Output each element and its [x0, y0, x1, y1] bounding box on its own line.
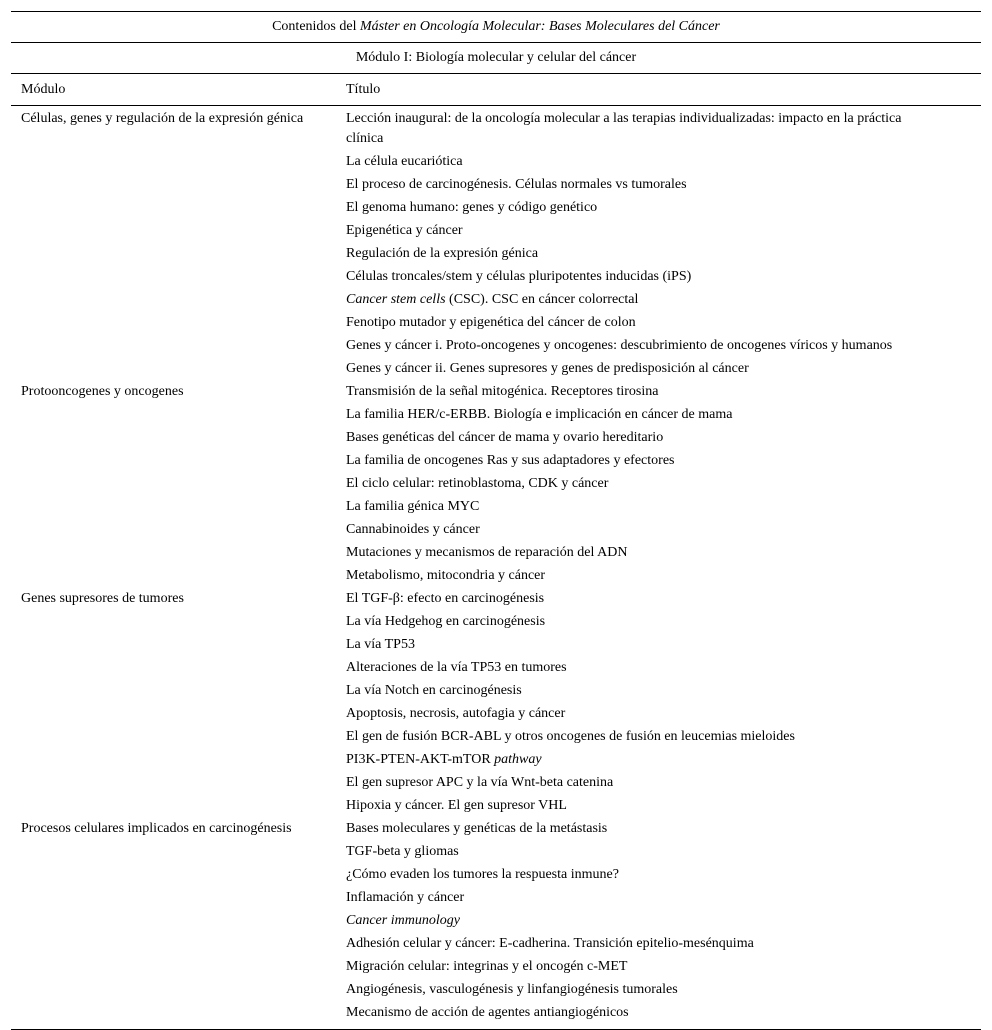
- title-cell: [346, 1002, 981, 1025]
- table-row: [11, 108, 981, 151]
- table-row: [11, 818, 981, 841]
- table-row: [11, 910, 981, 933]
- module-cell: [11, 657, 346, 680]
- title-cell: [346, 289, 981, 312]
- module-cell: [11, 496, 346, 519]
- title-cell: [346, 611, 981, 634]
- module-cell: [11, 956, 346, 979]
- title-italic-text: pathway: [494, 752, 542, 767]
- title-text: Inflamación y cáncer: [346, 890, 465, 905]
- table-row: [11, 979, 981, 1002]
- title-text: La familia génica MYC: [346, 499, 480, 514]
- title-cell: [346, 312, 981, 335]
- module-cell: [11, 703, 346, 726]
- table-row: [11, 381, 981, 404]
- table-row: [11, 266, 981, 289]
- title-text: Hipoxia y cáncer. El gen supresor VHL: [346, 798, 567, 813]
- title-text: Bases genéticas del cáncer de mama y ovario hereditario: [346, 430, 664, 445]
- module-cell: [11, 887, 346, 910]
- title-cell: [346, 197, 981, 220]
- module-cell: [11, 427, 346, 450]
- title-cell: [346, 473, 981, 496]
- title-cell: [346, 381, 981, 404]
- module-cell: [11, 979, 346, 1002]
- module-cell: [11, 197, 346, 220]
- module-cell: [11, 151, 346, 174]
- module-cell: [11, 243, 346, 266]
- title-text: Migración celular: integrinas y el oncogén c-MET: [346, 959, 628, 974]
- title-text: El gen supresor APC y la vía Wnt-beta catenina: [346, 775, 614, 790]
- module-cell: Procesos celulares implicados en carcinogénesis: [21, 821, 292, 836]
- title-cell: [346, 634, 981, 657]
- table-row: [11, 335, 981, 358]
- title-cell: [346, 542, 981, 565]
- table-row: [11, 887, 981, 910]
- module-cell: [11, 565, 346, 588]
- module-cell: [11, 312, 346, 335]
- table-row: [11, 726, 981, 749]
- module-cell: [11, 611, 346, 634]
- module-cell: [11, 473, 346, 496]
- table-row: [11, 174, 981, 197]
- table-row: [11, 588, 981, 611]
- title-text: PI3K-PTEN-AKT-mTOR: [346, 752, 495, 767]
- title-text: La familia HER/c-ERBB. Biología e implicación en cáncer de mama: [346, 407, 733, 422]
- header-title: Título: [346, 82, 381, 97]
- title-text: Regulación de la expresión génica: [346, 246, 539, 261]
- title-cell: [346, 818, 981, 841]
- title-text: Cannabinoides y cáncer: [346, 522, 480, 537]
- contents-table: [11, 108, 981, 1025]
- table-row: [11, 151, 981, 174]
- table-body: [11, 108, 981, 1025]
- title-cell: [346, 335, 981, 358]
- module-cell: [11, 795, 346, 818]
- title-cell: [346, 772, 981, 795]
- module-cell: [11, 680, 346, 703]
- title-cell: [346, 749, 981, 772]
- module-cell: Protooncogenes y oncogenes: [21, 384, 184, 399]
- title-text: La familia de oncogenes Ras y sus adaptadores y efectores: [346, 453, 675, 468]
- title-text: Epigenética y cáncer: [346, 223, 463, 238]
- table-row: [11, 1002, 981, 1025]
- title-text: Metabolismo, mitocondria y cáncer: [346, 568, 546, 583]
- header-module: Módulo: [21, 82, 66, 97]
- table-row: [11, 956, 981, 979]
- table-row: [11, 427, 981, 450]
- title-cell: [346, 565, 981, 588]
- title-cell: [346, 496, 981, 519]
- table-row: [11, 565, 981, 588]
- contents-table-container: [11, 11, 981, 1030]
- table-row: [11, 243, 981, 266]
- title-cell: [346, 266, 981, 289]
- title-text: Mutaciones y mecanismos de reparación del ADN: [346, 545, 628, 560]
- title-cell: [346, 841, 981, 864]
- module-cell: [11, 841, 346, 864]
- title-cell: [346, 979, 981, 1002]
- table-row: [11, 289, 981, 312]
- title-cell: [346, 174, 981, 197]
- title-cell: [346, 864, 981, 887]
- title-text: Bases moleculares y genéticas de la metástasis: [346, 821, 608, 836]
- title-text: Fenotipo mutador y epigenética del cáncer de colon: [346, 315, 636, 330]
- title-cell: [346, 680, 981, 703]
- module-cell: [11, 289, 346, 312]
- module-cell: [11, 519, 346, 542]
- title-text: Angiogénesis, vasculogénesis y linfangiogénesis tumorales: [346, 982, 678, 997]
- title-text: Alteraciones de la vía TP53 en tumores: [346, 660, 567, 675]
- title-text: El gen de fusión BCR-ABL y otros oncogenes de fusión en leucemias mieloides: [346, 729, 795, 744]
- title-text: El TGF-β: efecto en carcinogénesis: [346, 591, 545, 606]
- title-cell: [346, 588, 981, 611]
- table-row: [11, 703, 981, 726]
- module-cell: Genes supresores de tumores: [21, 591, 184, 606]
- module-cell: [11, 772, 346, 795]
- title-text: El ciclo celular: retinoblastoma, CDK y cáncer: [346, 476, 609, 491]
- title-text: Adhesión celular y cáncer: E-cadherina. Transición epitelio-mesénquima: [346, 936, 754, 951]
- title-text: La vía Notch en carcinogénesis: [346, 683, 522, 698]
- table-row: [11, 933, 981, 956]
- table-row: [11, 611, 981, 634]
- table-row: [11, 864, 981, 887]
- module-cell: [11, 1002, 346, 1025]
- title-cell: [346, 933, 981, 956]
- table-row: [11, 841, 981, 864]
- title-cell: [346, 726, 981, 749]
- table-row: [11, 657, 981, 680]
- title-text: Lección inaugural: de la oncología molecular a las terapias individualizadas: impacto en la práctica clínica: [346, 111, 902, 146]
- title-text: El proceso de carcinogénesis. Células normales vs tumorales: [346, 177, 687, 192]
- title-text: Genes y cáncer ii. Genes supresores y genes de predisposición al cáncer: [346, 361, 749, 376]
- module-cell: Células, genes y regulación de la expresión génica: [21, 111, 304, 126]
- table-row: [11, 358, 981, 381]
- module-cell: [11, 910, 346, 933]
- title-text: ¿Cómo evaden los tumores la respuesta inmune?: [346, 867, 619, 882]
- caption-prefix: Contenidos del: [272, 19, 360, 34]
- module-cell: [11, 404, 346, 427]
- title-cell: [346, 358, 981, 381]
- caption-italic-title: Máster en Oncología Molecular: Bases Moleculares del Cáncer: [359, 19, 720, 34]
- module-cell: [11, 450, 346, 473]
- module-cell: [11, 726, 346, 749]
- title-cell: [346, 404, 981, 427]
- table-row: [11, 519, 981, 542]
- title-italic-text: Cancer stem cells: [346, 292, 446, 307]
- module-cell: [11, 749, 346, 772]
- title-cell: [346, 703, 981, 726]
- title-cell: [346, 220, 981, 243]
- module-cell: [11, 335, 346, 358]
- title-text-suffix: (CSC). CSC en cáncer colorrectal: [445, 292, 639, 307]
- table-row: [11, 450, 981, 473]
- table-row: [11, 404, 981, 427]
- title-text: Células troncales/stem y células pluripotentes inducidas (iPS): [346, 269, 692, 284]
- title-cell: [346, 519, 981, 542]
- table-header: [11, 74, 981, 106]
- table-row: [11, 473, 981, 496]
- title-text: El genoma humano: genes y código genético: [346, 200, 598, 215]
- title-text: La vía TP53: [346, 637, 415, 652]
- table-row: [11, 496, 981, 519]
- table-row: [11, 795, 981, 818]
- title-cell: [346, 427, 981, 450]
- module-cell: [11, 542, 346, 565]
- title-cell: [346, 151, 981, 174]
- table-row: [11, 772, 981, 795]
- module-cell: [11, 634, 346, 657]
- title-cell: [346, 795, 981, 818]
- section-title: Módulo I: Biología molecular y celular del cáncer: [11, 43, 981, 74]
- title-text: La célula eucariótica: [346, 154, 463, 169]
- table-row: [11, 312, 981, 335]
- module-cell: [11, 358, 346, 381]
- title-cell: [346, 243, 981, 266]
- table-row: [11, 680, 981, 703]
- table-caption: [11, 12, 981, 43]
- title-text: Mecanismo de acción de agentes antiangiogénicos: [346, 1005, 629, 1020]
- table-row: [11, 542, 981, 565]
- bottom-rule: [11, 1025, 981, 1030]
- module-cell: [11, 266, 346, 289]
- title-text: Genes y cáncer i. Proto-oncogenes y oncogenes: descubrimiento de oncogenes víricos y humanos: [346, 338, 893, 353]
- title-text: Transmisión de la señal mitogénica. Receptores tirosina: [346, 384, 659, 399]
- module-cell: [11, 220, 346, 243]
- table-row: [11, 197, 981, 220]
- title-italic-text: Cancer immunology: [346, 913, 460, 928]
- title-text: TGF-beta y gliomas: [346, 844, 459, 859]
- module-cell: [11, 933, 346, 956]
- title-cell: [346, 956, 981, 979]
- module-cell: [11, 174, 346, 197]
- title-cell: [346, 657, 981, 680]
- title-cell: [346, 887, 981, 910]
- table-row: [11, 634, 981, 657]
- table-row: [11, 749, 981, 772]
- title-cell: [346, 108, 981, 151]
- module-cell: [11, 864, 346, 887]
- title-cell: [346, 910, 981, 933]
- title-text: Apoptosis, necrosis, autofagia y cáncer: [346, 706, 566, 721]
- title-text: La vía Hedgehog en carcinogénesis: [346, 614, 546, 629]
- table-row: [11, 220, 981, 243]
- title-cell: [346, 450, 981, 473]
